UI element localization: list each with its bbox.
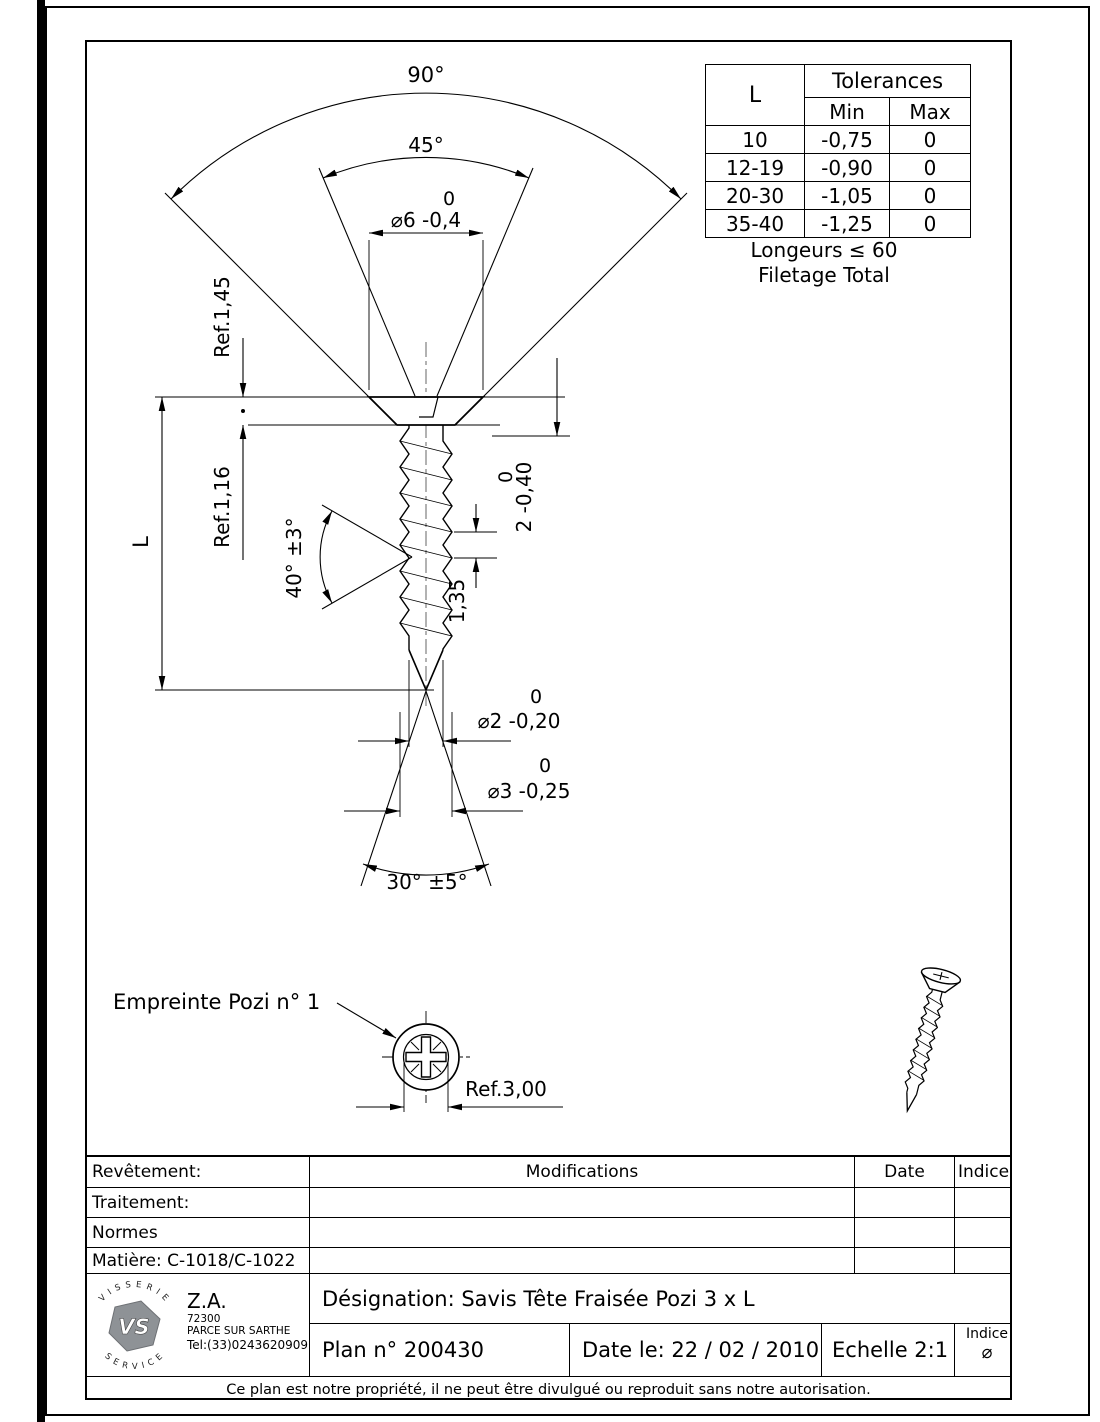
screw-3d-view [888, 965, 962, 1116]
logo-za: Z.A. [187, 1289, 227, 1313]
modifications-cell-empty [310, 1218, 855, 1248]
indice-symbol: ⌀ [981, 1342, 993, 1363]
note-line-2: Filetage Total [758, 263, 890, 287]
tol-row-l: 12-19 [706, 154, 805, 182]
dim-shank-tol-label: 0 [495, 470, 517, 484]
modifications-cell-empty [310, 1188, 855, 1218]
logo-visserie-text: V I S S E R I E [97, 1279, 171, 1304]
note-line-1: Longeurs ≤ 60 [750, 238, 898, 262]
logo-service-text: S E R V I C E [102, 1351, 166, 1373]
logo-vs-text: VS [118, 1315, 150, 1339]
plan-number: Plan n° 200430 [310, 1324, 570, 1377]
pozi-imprint-label: Empreinte Pozi n° 1 [113, 990, 321, 1014]
tol-title: Tolerances [805, 65, 971, 98]
company-logo-cell [85, 1274, 310, 1377]
dim-ref145-label: Ref.1,45 [210, 276, 234, 358]
dim-d6-label: ⌀6 -0,4 [390, 208, 462, 232]
dim-angle-40-label: 40° ±3° [282, 517, 306, 599]
tol-row-max: 0 [890, 126, 971, 154]
indice-cell-empty [955, 1248, 1012, 1274]
logo-ville: PARCE SUR SARTHE [187, 1325, 291, 1338]
length-note [700, 238, 948, 288]
dim-d2-label: ⌀2 -0,20 [477, 709, 561, 733]
indice-cell-empty [955, 1218, 1012, 1248]
leader-line [337, 1003, 396, 1038]
dim-pitch-label: 1,35 [445, 578, 469, 624]
date-cell-empty [855, 1188, 955, 1218]
dim-angle-30-label: 30° ±5° [386, 870, 468, 894]
tol-row-min: -1,05 [805, 182, 890, 210]
property-notice: Ce plan est notre propriété, il ne peut être divulgué ou reproduit sans notre autorisation. [226, 1381, 871, 1398]
tol-row-min: -0,75 [805, 126, 890, 154]
logo-tel: Tel:(33)0243620909 [187, 1338, 309, 1353]
tol-col-min: Min [805, 98, 890, 126]
revetement-label: Revêtement: [85, 1157, 310, 1188]
thread-profile-left [400, 425, 409, 650]
company-address [187, 1290, 308, 1353]
modifications-cell-empty [310, 1248, 855, 1274]
plan-date: Date le: 22 / 02 / 2010 [570, 1324, 822, 1377]
title-block [85, 1155, 1012, 1400]
dim-d2-tol-label: 0 [529, 686, 543, 708]
dimension-labels [113, 63, 570, 1101]
date-cell-empty [855, 1248, 955, 1274]
tol-row-min: -0,90 [805, 154, 890, 182]
svg-text:V I S S E R I E [97, 1280, 171, 1304]
date-header: Date [855, 1157, 955, 1188]
visserie-service-logo [87, 1276, 187, 1376]
tol-col-max: Max [890, 98, 971, 126]
tol-row-l: 20-30 [706, 182, 805, 210]
traitement-label: Traitement: [85, 1188, 310, 1218]
tol-row-l: 35-40 [706, 210, 805, 238]
dim-d6-tol-label: 0 [442, 188, 456, 210]
dim-angle-45-label: 45° [408, 133, 444, 157]
tol-row-min: -1,25 [805, 210, 890, 238]
indice-revision-cell [955, 1324, 1012, 1377]
dim-d3-label: ⌀3 -0,25 [487, 779, 571, 803]
tol-row-l: 10 [706, 126, 805, 154]
indice-label: Indice [965, 1326, 1009, 1342]
screw-head [369, 397, 483, 425]
tol-row-max: 0 [890, 154, 971, 182]
dim-shank-label: 2 -0,40 [512, 461, 536, 533]
tol-row-max: 0 [890, 210, 971, 238]
dim-length-label: L [129, 536, 153, 548]
dim-d3-tol-label: 0 [538, 755, 552, 777]
indice-cell-empty [955, 1188, 1012, 1218]
modifications-header: Modifications [310, 1157, 855, 1188]
dim-ref116-label: Ref.1,16 [210, 466, 234, 548]
designation: Désignation: Savis Tête Fraisée Pozi 3 x L [310, 1274, 1012, 1324]
normes-label: Normes [85, 1218, 310, 1248]
logo-cp: 72300 [187, 1313, 221, 1325]
tol-row-max: 0 [890, 182, 971, 210]
svg-text:S E R V I C E [103, 1351, 166, 1372]
scale: Echelle 2:1 [822, 1324, 955, 1377]
dim-angle-90-label: 90° [407, 63, 445, 87]
matiere-label: Matière: C-1018/C-1022 [85, 1248, 310, 1274]
date-cell-empty [855, 1218, 955, 1248]
indice-header: Indice [955, 1157, 1012, 1188]
tolerances-table [705, 64, 971, 238]
dim-ref3-label: Ref.3,00 [465, 1077, 547, 1101]
tol-col-l: L [706, 65, 805, 126]
